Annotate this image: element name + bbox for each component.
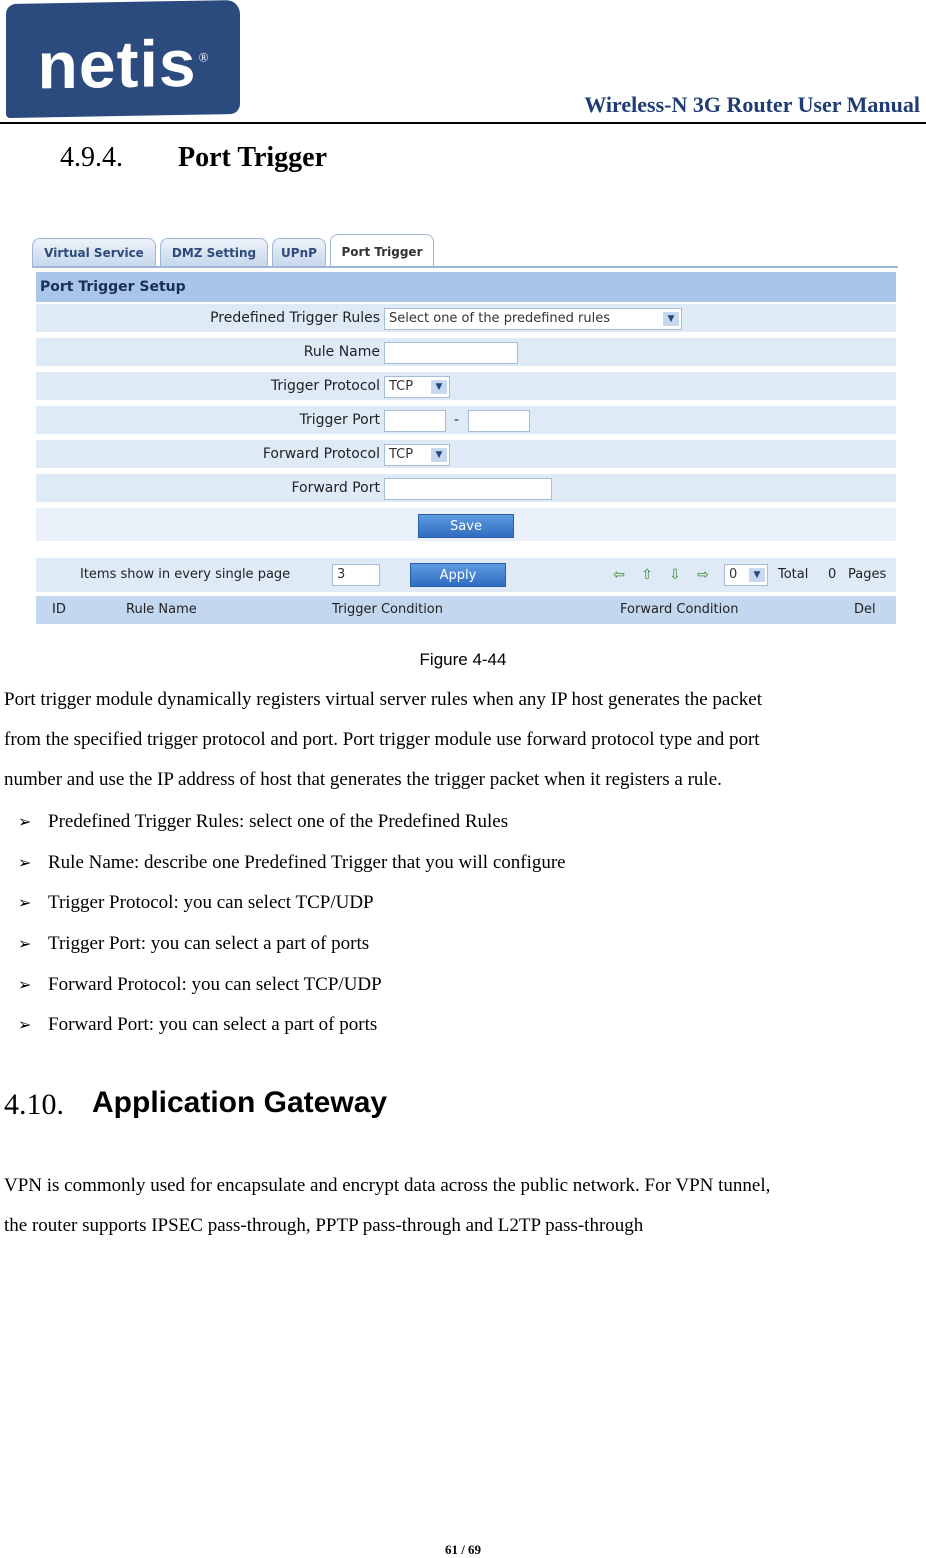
tab-bar [32, 232, 898, 268]
row-forward-protocol [36, 440, 896, 471]
section-number: 4.10. [4, 1088, 64, 1121]
trigger-protocol-value: TCP [389, 379, 414, 394]
logo-registered-mark: ® [198, 49, 209, 65]
forward-port-input[interactable] [384, 478, 552, 500]
vpn-paragraph [4, 1166, 924, 1246]
column-forward-condition: Forward Condition [620, 602, 739, 617]
column-trigger-condition: Trigger Condition [332, 602, 444, 617]
paragraph-line: from the specified trigger protocol and port. Port trigger module use forward protocol type and port [4, 729, 760, 750]
page-number: 61 / 69 [444, 1542, 482, 1557]
total-value: 0 [828, 567, 837, 582]
field-bullet-list [18, 802, 566, 1046]
trigger-port-separator: - [454, 412, 460, 428]
trigger-port-start-input[interactable] [384, 410, 446, 432]
next-page-icon[interactable]: ⇩ [669, 567, 681, 583]
arrow-bullet-icon: ➢ [18, 895, 32, 913]
header-divider [0, 122, 926, 124]
previous-page-icon[interactable]: ⇧ [641, 567, 653, 583]
bullet-text: Forward Port: you can select a part of ports [48, 1014, 378, 1036]
logo-text: netis [37, 25, 197, 103]
row-predefined-rules [36, 304, 896, 335]
bullet-text: Forward Protocol: you can select TCP/UDP [48, 973, 382, 995]
description-paragraph [4, 680, 924, 800]
predefined-rules-label: Predefined Trigger Rules [210, 310, 380, 326]
row-forward-port [36, 474, 896, 505]
arrow-bullet-icon: ➢ [18, 976, 32, 994]
rule-name-input[interactable] [384, 342, 518, 364]
list-item [18, 924, 566, 965]
arrow-bullet-icon: ➢ [18, 854, 32, 872]
section-title: Application Gateway [92, 1086, 388, 1119]
row-rule-name [36, 338, 896, 369]
rule-name-label: Rule Name [303, 344, 380, 360]
arrow-bullet-icon: ➢ [18, 814, 32, 832]
row-save [36, 508, 896, 544]
trigger-protocol-select[interactable] [384, 376, 450, 398]
first-page-icon[interactable]: ⇦ [613, 567, 625, 583]
column-del: Del [854, 602, 876, 617]
list-item [18, 802, 566, 843]
tab-port-trigger[interactable]: Port Trigger [330, 234, 434, 268]
forward-port-label: Forward Port [291, 480, 380, 496]
tab-virtual-service[interactable]: Virtual Service [32, 238, 156, 266]
list-item [18, 1005, 566, 1046]
forward-protocol-select[interactable] [384, 444, 450, 466]
section-number: 4.9.4. [60, 142, 123, 173]
rules-table-header [36, 596, 896, 624]
predefined-rules-select[interactable] [384, 308, 682, 330]
bullet-text: Trigger Port: you can select a part of ports [48, 933, 370, 955]
predefined-rules-value: Select one of the predefined rules [389, 311, 611, 326]
arrow-bullet-icon: ➢ [18, 936, 32, 954]
trigger-port-end-input[interactable] [468, 410, 530, 432]
column-rule-name: Rule Name [126, 602, 197, 617]
section-title: Port Trigger [178, 142, 328, 173]
chevron-down-icon: ▼ [431, 380, 447, 394]
paragraph-line: the router supports IPSEC pass-through, PPTP pass-through and L2TP pass-through [4, 1215, 644, 1236]
forward-protocol-label: Forward Protocol [262, 446, 380, 462]
paragraph-line: Port trigger module dynamically registers virtual server rules when any IP host generates the packet [4, 689, 763, 710]
arrow-bullet-icon: ➢ [18, 1017, 32, 1035]
bullet-text: Trigger Protocol: you can select TCP/UDP [48, 892, 374, 914]
manual-title: Wireless-N 3G Router User Manual [584, 92, 920, 117]
trigger-protocol-label: Trigger Protocol [270, 378, 380, 394]
bullet-text: Predefined Trigger Rules: select one of the Predefined Rules [48, 811, 509, 833]
row-trigger-protocol [36, 372, 896, 403]
pagination-bar [36, 558, 896, 592]
apply-button[interactable]: Apply [410, 563, 506, 587]
tab-underline [32, 266, 898, 268]
list-item [18, 964, 566, 1005]
last-page-icon[interactable]: ⇨ [697, 567, 709, 583]
tab-dmz-setting[interactable]: DMZ Setting [160, 238, 268, 266]
forward-protocol-value: TCP [389, 447, 414, 462]
pages-label: Pages [848, 567, 887, 582]
paragraph-line: VPN is commonly used for encapsulate and encrypt data across the public network. For VPN tunnel, [4, 1175, 771, 1196]
list-item [18, 843, 566, 884]
netis-logo [6, 0, 240, 118]
bullet-text: Rule Name: describe one Predefined Trigger that you will configure [48, 851, 566, 873]
total-label: Total [778, 567, 809, 582]
trigger-port-label: Trigger Port [299, 412, 380, 428]
chevron-down-icon: ▼ [431, 448, 447, 462]
items-per-page-input[interactable]: 3 [332, 564, 380, 586]
save-button[interactable]: Save [418, 514, 514, 538]
chevron-down-icon: ▼ [663, 312, 679, 326]
page-select-value: 0 [729, 567, 738, 582]
row-trigger-port [36, 406, 896, 437]
column-id: ID [52, 602, 66, 617]
chevron-down-icon: ▼ [749, 568, 765, 582]
tab-upnp[interactable]: UPnP [272, 238, 326, 266]
port-trigger-screenshot [32, 232, 898, 624]
paragraph-line: number and use the IP address of host that generates the trigger packet when it registers a rule. [4, 769, 722, 790]
items-per-page-label: Items show in every single page [80, 567, 291, 582]
figure-caption: Figure 4-44 [419, 650, 507, 669]
list-item [18, 883, 566, 924]
setup-header: Port Trigger Setup [36, 272, 896, 302]
page-select[interactable] [724, 564, 768, 586]
